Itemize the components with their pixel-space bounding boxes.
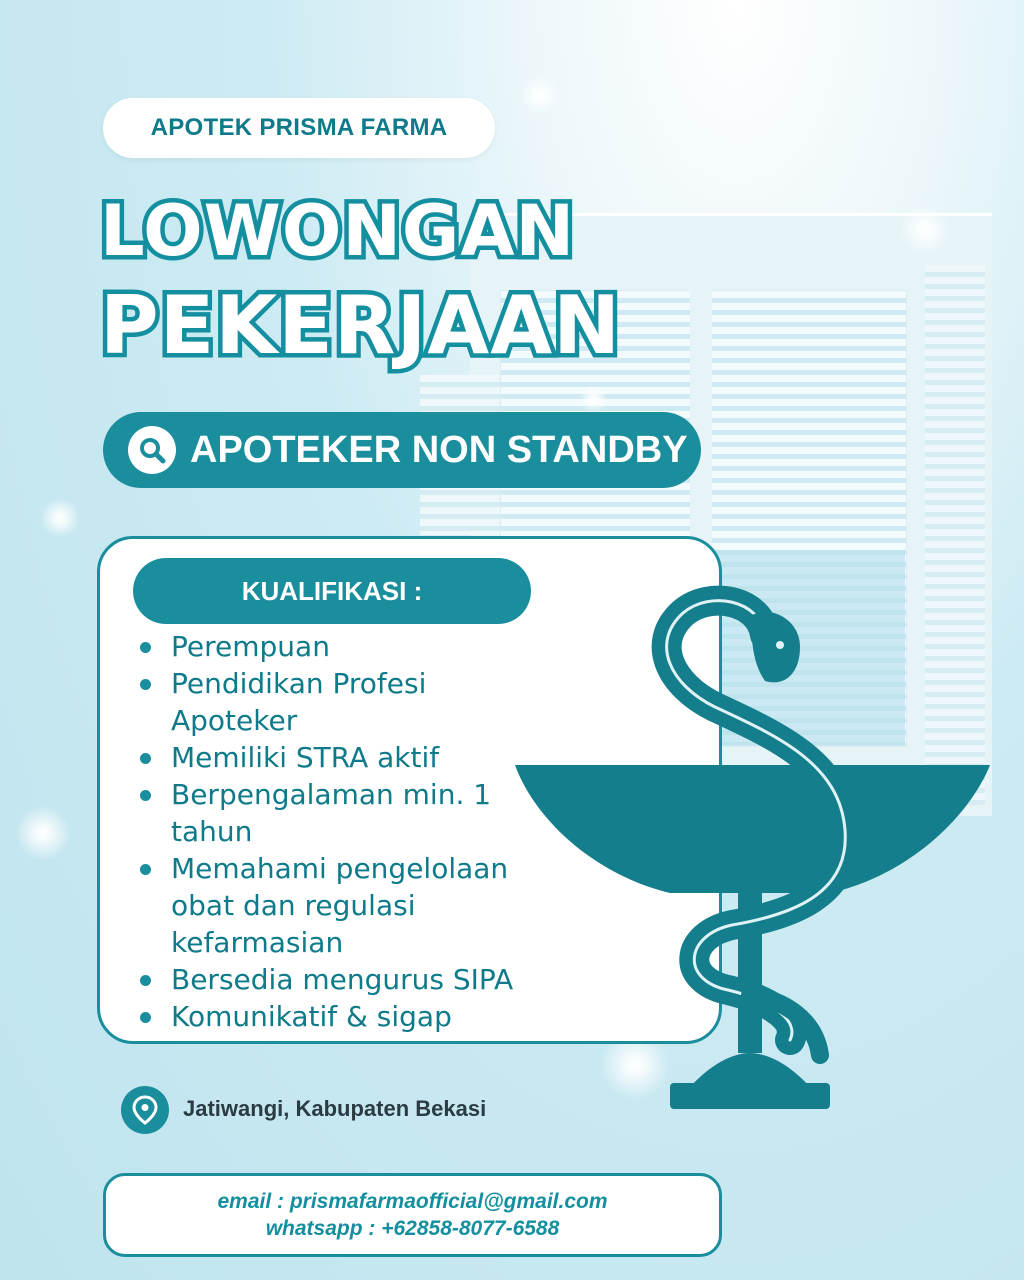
list-item: Bersedia mengurus SIPA <box>137 961 557 998</box>
location-text: Jatiwangi, Kabupaten Bekasi <box>183 1096 487 1121</box>
qualification-list <box>137 628 557 1035</box>
list-item: Memahami pengelolaan obat dan regulasi kefarmasian <box>137 850 557 961</box>
sparkle-icon <box>520 75 560 115</box>
title-line-2: PEKERJAAN <box>100 279 622 372</box>
contact-box <box>103 1173 722 1257</box>
contact-email[interactable]: email : prismafarmaofficial@gmail.com <box>217 1190 608 1213</box>
sparkle-icon <box>15 805 71 861</box>
list-item: Memiliki STRA aktif <box>137 739 557 776</box>
sparkle-icon <box>40 498 80 538</box>
list-item: Pendidikan Profesi Apoteker <box>137 665 557 739</box>
position-title: APOTEKER NON STANDBY <box>190 428 688 471</box>
position-pill <box>103 412 701 488</box>
list-item: Perempuan <box>137 628 557 665</box>
brand-name: APOTEK PRISMA FARMA <box>103 98 495 158</box>
sparkle-icon <box>900 205 950 255</box>
list-item: Berpengalaman min. 1 tahun <box>137 776 557 850</box>
pharmacy-bowl-of-hygieia-icon <box>500 575 1000 1115</box>
search-icon <box>128 426 176 474</box>
contact-whatsapp[interactable]: whatsapp : +62858-8077-6588 <box>265 1217 560 1240</box>
qualification-heading: KUALIFIKASI : <box>133 558 531 624</box>
title-line-1: LOWONGAN <box>100 190 576 272</box>
location-pin-icon <box>121 1086 169 1134</box>
sparkle-icon <box>580 385 608 413</box>
list-item: Komunikatif & sigap <box>137 998 557 1035</box>
